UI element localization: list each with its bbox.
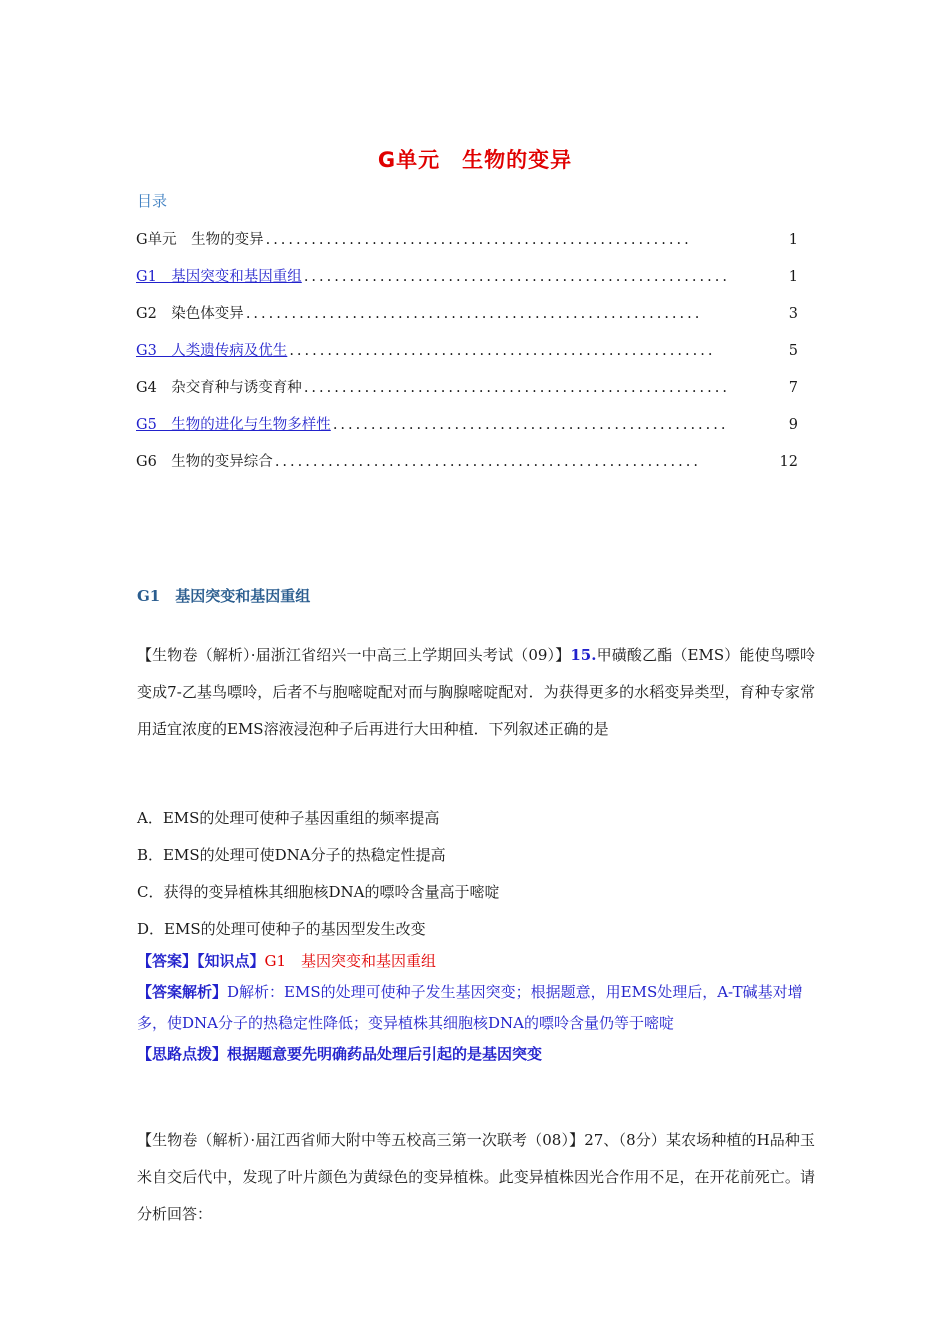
toc-heading: 目录: [137, 192, 168, 210]
toc-page: 3: [788, 306, 798, 322]
toc-page: 5: [788, 343, 798, 359]
toc-entry-g1[interactable]: [136, 265, 798, 286]
section-heading: G1 基因突变和基因重组: [137, 587, 311, 605]
answer-line: [137, 946, 815, 977]
hint-text: 根据题意要先明确药品处理后引起的是基因突变: [227, 1045, 543, 1063]
toc-leader: ........................................................: [274, 454, 701, 470]
toc-leader: ........................................................: [265, 232, 692, 248]
analysis-tag: 【答案解析】: [137, 983, 228, 1001]
title-unit: G单元: [377, 148, 441, 172]
toc-page: 9: [788, 417, 798, 433]
option-b: B．EMS的处理可使DNA分子的热稳定性提高: [137, 846, 446, 864]
toc-leader: ........................................................: [289, 343, 716, 359]
toc-page: 1: [788, 269, 798, 285]
toc-entry-g4[interactable]: [136, 376, 798, 397]
toc-entry-g2[interactable]: [136, 302, 798, 323]
question-text: 甲磺酸乙酯（EMS）能使鸟嘌呤变成7-乙基鸟嘌呤，后者不与胞嘧啶配对而与胸腺嘧啶配对．为获得更多的水稻变异类型，育种专家常用适宜浓度的EMS溶液浸泡种子后再进行大田种植．下列叙述正确的是: [137, 646, 816, 738]
toc-leader: ....................................................: [332, 417, 729, 433]
title-topic: 生物的变异: [462, 148, 573, 172]
toc-page: 12: [779, 454, 798, 470]
toc-label: G2 染色体变异: [136, 306, 244, 322]
toc-leader: ........................................................: [303, 269, 730, 285]
toc-leader: ............................................................: [245, 306, 703, 322]
question-text: 27、（8分）某农场种植的H品种玉米自交后代中，发现了叶片颜色为黄绿色的变异植株。此变异植株因光合作用不足，在开花前死亡。请分析回答：: [137, 1131, 816, 1223]
question-source: 【生物卷（解析）·届江西省师大附中等五校高三第一次联考（08）】: [137, 1131, 585, 1149]
answer-hint: [137, 1039, 815, 1070]
toc-link[interactable]: G5 生物的进化与生物多样性: [136, 417, 331, 433]
option-a: A．EMS的处理可使种子基因重组的频率提高: [137, 809, 440, 827]
answer-tag: 【答案】【知识点】: [137, 952, 265, 970]
toc-label: G6 生物的变异综合: [136, 454, 273, 470]
option-c: C．获得的变异植株其细胞核DNA的嘌呤含量高于嘧啶: [137, 883, 500, 901]
analysis-text: D解析：EMS的处理可使种子发生基因突变；根据题意，用EMS处理后，A-T碱基对增多，使DNA分子的热稳定性降低；变异植株其细胞核DNA的嘌呤含量仍等于嘧啶: [137, 983, 803, 1032]
toc-page: 7: [788, 380, 798, 396]
question-1-stem: [137, 637, 815, 748]
toc-label: G单元 生物的变异: [136, 232, 264, 248]
toc-entry-g[interactable]: [136, 228, 798, 249]
toc-link[interactable]: G3 人类遗传病及优生: [136, 343, 288, 359]
toc-page: 1: [788, 232, 798, 248]
knowledge-point: G1 基因突变和基因重组: [264, 952, 437, 970]
answer-analysis: [137, 977, 815, 1039]
question-2-stem: [137, 1122, 815, 1233]
question-number: 15.: [570, 646, 597, 664]
toc-leader: ........................................................: [303, 380, 730, 396]
toc-label: G4 杂交育种与诱变育种: [136, 380, 302, 396]
toc-entry-g3[interactable]: [136, 339, 798, 360]
question-source: 【生物卷（解析）·届浙江省绍兴一中高三上学期回头考试（09）】: [137, 646, 571, 664]
toc-entry-g5[interactable]: [136, 413, 798, 434]
hint-tag: 【思路点拨】: [137, 1045, 228, 1063]
toc-link[interactable]: G1 基因突变和基因重组: [136, 269, 302, 285]
toc-entry-g6[interactable]: [136, 450, 798, 471]
page-title: [0, 144, 950, 174]
option-d: D．EMS的处理可使种子的基因型发生改变: [137, 920, 426, 938]
